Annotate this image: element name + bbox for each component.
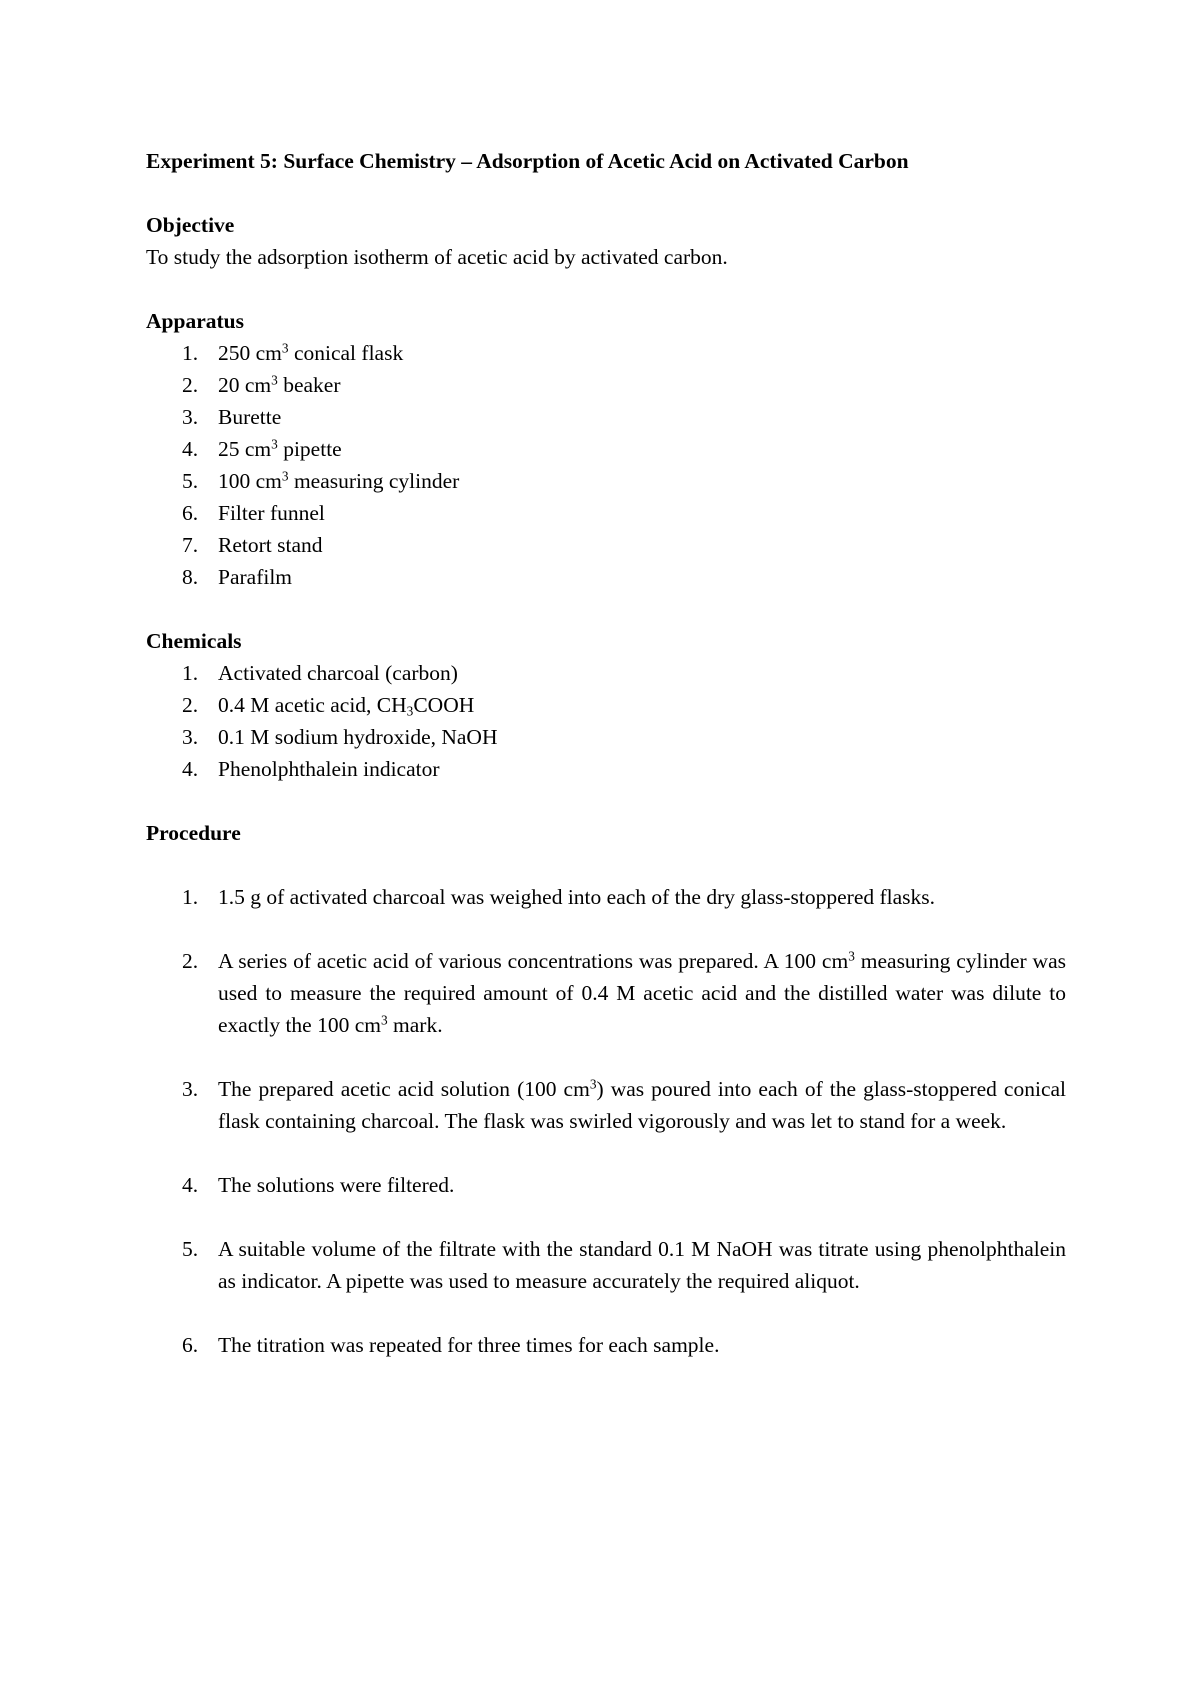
list-number: 5.	[182, 1237, 199, 1261]
superscript: 3	[271, 372, 278, 388]
chemical-item	[146, 753, 1066, 785]
document-title: Experiment 5: Surface Chemistry – Adsorption of Acetic Acid on Activated Carbon	[146, 149, 909, 173]
list-number: 7.	[182, 533, 199, 557]
apparatus-item	[146, 561, 1066, 593]
step-text: ) was poured into each of the glass-stoppered conical flask containing charcoal. The flask was swirled vigorously and was let to stand for a week.	[218, 1077, 1066, 1133]
list-number: 5.	[182, 469, 199, 493]
step-text: The prepared acetic acid solution (100 cm	[218, 1077, 590, 1101]
step-text: mark.	[387, 1013, 443, 1037]
procedure-step	[146, 881, 1066, 913]
chemical-item	[146, 657, 1066, 689]
list-number: 3.	[182, 405, 199, 429]
step-text: measuring cylinder was used to measure the required amount of 0.4 M acetic acid and the distilled water was dilute to exactly the 100 cm	[218, 949, 1066, 1037]
chemical-item	[146, 689, 1066, 721]
item-text: Filter funnel	[218, 501, 325, 525]
objective-text: To study the adsorption isotherm of acetic acid by activated carbon.	[146, 245, 728, 269]
item-text: Phenolphthalein indicator	[218, 757, 440, 781]
procedure-step	[146, 1169, 1066, 1201]
item-text: 20 cm	[218, 373, 272, 397]
apparatus-item	[146, 529, 1066, 561]
superscript: 3	[848, 948, 855, 964]
item-text: 250 cm	[218, 341, 282, 365]
chemical-item	[146, 721, 1066, 753]
step-text: The solutions were filtered.	[218, 1173, 455, 1197]
chemicals-heading: Chemicals	[146, 629, 242, 653]
apparatus-item	[146, 433, 1066, 465]
spacer	[146, 177, 1066, 209]
superscript: 3	[589, 1076, 597, 1092]
apparatus-item	[146, 337, 1066, 369]
apparatus-item	[146, 465, 1066, 497]
list-number: 4.	[182, 757, 199, 781]
item-text: 100 cm	[218, 469, 282, 493]
superscript: 3	[271, 436, 278, 452]
procedure-heading: Procedure	[146, 821, 241, 845]
superscript: 3	[281, 468, 289, 484]
procedure-step	[146, 1073, 1066, 1137]
objective-heading: Objective	[146, 213, 235, 237]
item-text: pipette	[277, 437, 342, 461]
list-number: 2.	[182, 949, 199, 973]
procedure-step	[146, 1329, 1066, 1361]
item-text: 25 cm	[218, 437, 272, 461]
list-number: 8.	[182, 565, 199, 589]
apparatus-heading: Apparatus	[146, 309, 244, 333]
procedure-list	[146, 881, 1066, 1361]
item-text: Activated charcoal (carbon)	[218, 661, 458, 685]
item-text: Burette	[218, 405, 282, 429]
list-number: 2.	[182, 373, 199, 397]
procedure-step	[146, 1233, 1066, 1297]
list-number: 3.	[182, 725, 199, 749]
procedure-step	[146, 945, 1066, 1041]
spacer	[146, 849, 1066, 881]
chemicals-list	[146, 657, 1066, 785]
document-page	[146, 145, 1066, 1393]
apparatus-item	[146, 497, 1066, 529]
list-number: 2.	[182, 693, 199, 717]
list-number: 4.	[182, 437, 199, 461]
item-text: 0.1 M sodium hydroxide, NaOH	[218, 725, 498, 749]
step-text: A suitable volume of the filtrate with the standard 0.1 M NaOH was titrate using phenolphthalein as indicator. A pipette was used to measure accurately the required aliquot.	[218, 1237, 1066, 1293]
superscript: 3	[380, 1012, 388, 1028]
item-text: Retort stand	[218, 533, 323, 557]
list-number: 1.	[182, 885, 199, 909]
step-text: 1.5 g of activated charcoal was weighed into each of the dry glass-stoppered flasks.	[218, 885, 936, 909]
list-number: 6.	[182, 501, 199, 525]
apparatus-item	[146, 369, 1066, 401]
list-number: 4.	[182, 1173, 199, 1197]
item-text: COOH	[413, 693, 475, 717]
superscript: 3	[281, 340, 289, 356]
list-number: 1.	[182, 661, 199, 685]
item-text: measuring cylinder	[288, 469, 460, 493]
subscript: 3	[406, 703, 414, 719]
list-number: 3.	[182, 1077, 199, 1101]
item-text: conical flask	[288, 341, 404, 365]
apparatus-item	[146, 401, 1066, 433]
step-text: A series of acetic acid of various concentrations was prepared. A 100 cm	[218, 949, 849, 973]
item-text: Parafilm	[218, 565, 293, 589]
list-number: 6.	[182, 1333, 199, 1357]
step-text: The titration was repeated for three times for each sample.	[218, 1333, 720, 1357]
item-text: beaker	[277, 373, 341, 397]
spacer	[146, 785, 1066, 817]
spacer	[146, 273, 1066, 305]
item-text: 0.4 M acetic acid, CH	[218, 693, 407, 717]
spacer	[146, 593, 1066, 625]
list-number: 1.	[182, 341, 199, 365]
apparatus-list	[146, 337, 1066, 593]
